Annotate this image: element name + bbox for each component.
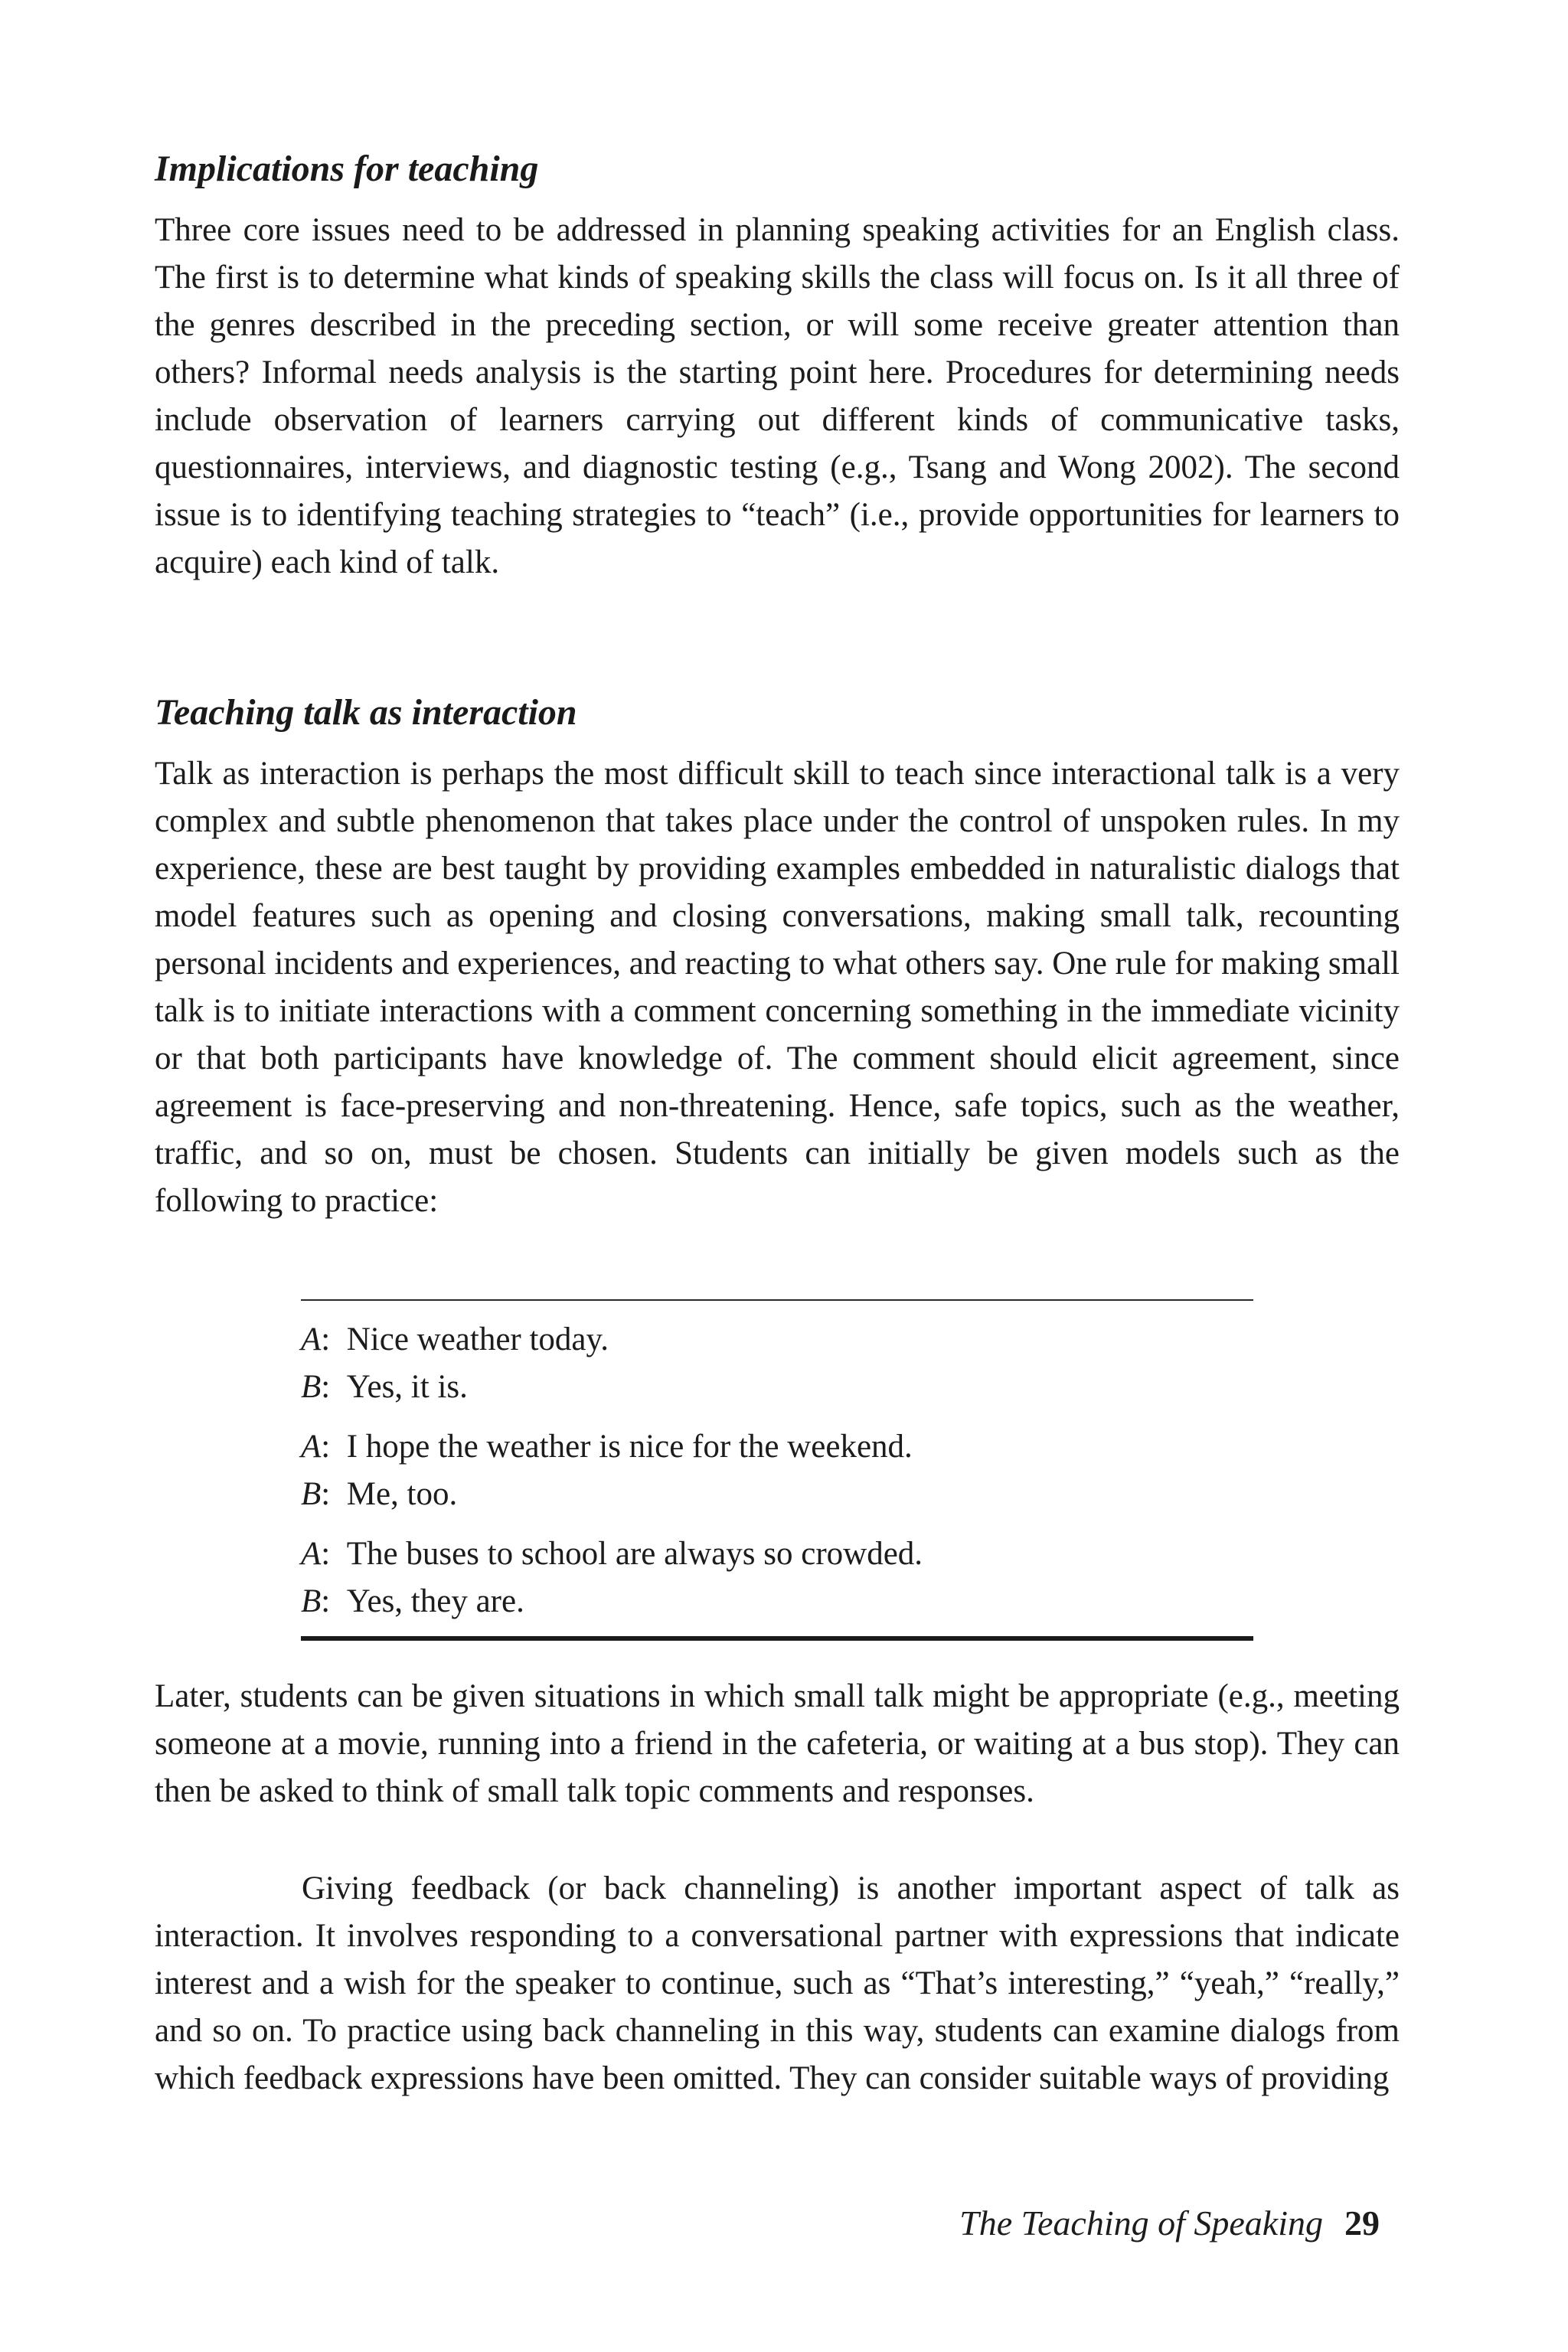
section-heading-implications: Implications for teaching	[155, 149, 539, 189]
dialog-line: A: The buses to school are always so crowded.	[301, 1536, 923, 1572]
dialog-line: A: Nice weather today.	[301, 1321, 609, 1357]
dialog-line: B: Yes, they are.	[301, 1583, 524, 1619]
dialog-line: A: I hope the weather is nice for the weekend.	[301, 1429, 913, 1465]
dialog-text: I hope the weather is nice for the weekend.	[346, 1429, 913, 1465]
page-footer	[959, 2200, 1380, 2246]
dialog-speaker: A	[301, 1429, 322, 1465]
section-heading-talk-as-interaction: Teaching talk as interaction	[155, 692, 577, 733]
dialog-top-rule	[301, 1299, 1253, 1301]
dialog-exchange	[301, 1423, 1253, 1518]
dialog-exchanges	[301, 1316, 1253, 1638]
dialog-example-box	[301, 1299, 1253, 1619]
dialog-text: Yes, they are.	[346, 1583, 524, 1619]
dialog-text: Me, too.	[346, 1476, 458, 1512]
dialog-speaker: B	[301, 1476, 322, 1512]
dialog-line: B: Me, too.	[301, 1476, 458, 1512]
dialog-exchange	[301, 1316, 1253, 1411]
dialog-speaker: B	[301, 1583, 322, 1619]
dialog-speaker: A	[301, 1536, 322, 1572]
dialog-speaker: B	[301, 1369, 322, 1405]
dialog-text: Nice weather today.	[346, 1321, 609, 1357]
dialog-text: Yes, it is.	[346, 1369, 468, 1405]
paragraph-talk-as-interaction: Talk as interaction is perhaps the most difficult skill to teach since interactional talk is a very complex and subtle phenomenon that takes place under the control of unspoken rules. In my experience, these are best taught by providing examples embedded in naturalistic dialogs that model features such as opening and closing conversations, making small talk, recounting personal incidents and experiences, and reacting to what others say. One rule for making small talk is to initiate interactions with a comment concerning something in the immediate vicinity or that both participants have knowledge of. The comment should elicit agreement, since agreement is face-preserving and non-threatening. Hence, safe topics, such as the weather, traffic, and so on, must be chosen. Students can initially be given models such as the following to practice:	[155, 756, 1400, 1219]
running-title: The Teaching of Speaking	[959, 2203, 1323, 2243]
paragraph-small-talk-situations: Later, students can be given situations in which small talk might be appropriate (e.g., meeting someone at a movie, running into a friend in the cafeteria, or waiting at a bus stop). They can then be asked to think of small talk topic comments and responses.	[155, 1678, 1400, 1809]
paragraph-implications: Three core issues need to be addressed in planning speaking activities for an English class. The first is to determine what kinds of speaking skills the class will focus on. Is it all three of the genres described in the preceding section, or will some receive greater attention than others? Informal needs analysis is the starting point here. Procedures for determining needs include observation of learners carrying out different kinds of communicative tasks, questionnaires, interviews, and diagnostic testing (e.g., Tsang and Wong 2002). The second issue is to identifying teaching strategies to “teach” (i.e., provide opportunities for learners to acquire) each kind of talk.	[155, 212, 1400, 580]
dialog-speaker: A	[301, 1321, 322, 1357]
paragraph-back-channeling: Giving feedback (or back channeling) is another important aspect of talk as interaction. It involves responding to a conversational partner with expressions that indicate interest and a wish for the speaker to continue, such as “That’s interesting,” “yeah,” “really,” and so on. To practice using back channeling in this way, students can examine dialogs from which feedback expressions have been omitted. They can consider suitable ways of providing	[155, 1870, 1400, 2096]
dialog-bottom-rule	[301, 1636, 1253, 1641]
page-number: 29	[1344, 2203, 1380, 2243]
dialog-exchange	[301, 1530, 1253, 1625]
dialog-line: B: Yes, it is.	[301, 1369, 468, 1405]
dialog-text: The buses to school are always so crowded.	[346, 1536, 923, 1572]
